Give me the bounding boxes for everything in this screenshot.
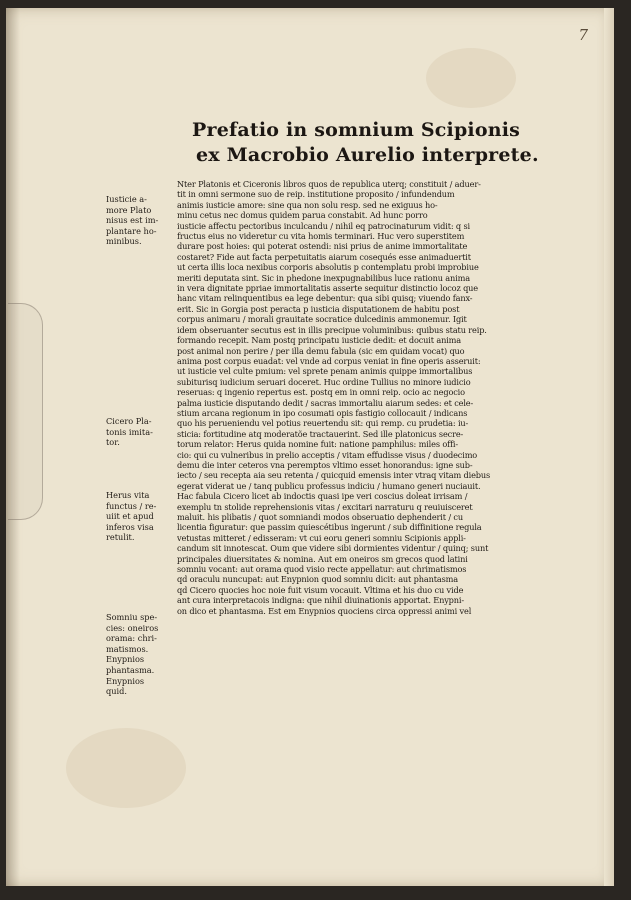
text-line: somniu vocant: aut orama quod visio recte appellatur: aut chrimatismos (177, 564, 467, 575)
text-line: on dico et phantasma. Est em Enypnios quociens circa oppressi animi vel (177, 605, 472, 616)
note-line: Herus vita (106, 490, 150, 500)
note-line: Somniu spe- (106, 612, 158, 622)
text-line: cio: qui cu vulneribus in prelio acceptis / vitam effudisse visus / duodecimo (177, 449, 478, 460)
text-line: ut certa illis loca nexibus corporis absolutis p contemplatu probi improbiue (177, 262, 479, 273)
page-clip (8, 303, 43, 520)
text-line: anima post corpus euadat: vel vnde ad corpus veniat in fine operis asseruit: (177, 355, 481, 366)
body-text (177, 179, 522, 616)
text-line: minu cetus nec domus quidem parua constabit. Ad hunc porro (177, 210, 428, 221)
text-line: post animal non perire / per illa demu fabula (sic em quidam vocat) quo (177, 345, 465, 356)
text-line: palma iusticie disputando dedit / sacras immortaliu aiarum sedes: et cele- (177, 397, 474, 408)
note-line: retulit. (106, 532, 135, 543)
text-line: reseruas: q ingenio repertus est. postq em in omni reip. ocio ac negocio (177, 387, 465, 398)
paper-stain (66, 728, 186, 808)
text-line: Nter Platonis et Ciceronis libros quos de republica uterq; constituit / aduer- (177, 179, 481, 189)
text-line: sticia: fortitudine atq moderatõe tractauerint. Sed ille platonicus secre- (177, 428, 464, 439)
text-line: ant cura interpretacois indigna: que nihil diuinationis apportat. Enypni- (177, 595, 464, 606)
text-line: formando recepit. Nam postq principatu iusticie dedit: et docuit anima (177, 335, 462, 346)
note-line: Iusticie a- (106, 194, 147, 204)
text-line: costaret? Fide aut facta perpetuitatis aiarum cosequés esse animaduertit (177, 251, 471, 262)
paper-stain (426, 48, 516, 108)
text-line: idem obseruanter secutus est in illis precipue voluminibus: quibus statu reip. (177, 324, 487, 335)
note-line: inferos visa (106, 521, 154, 532)
marginal-note (106, 490, 176, 543)
text-line: hanc vitam relinquentibus ea lege debentur: qua sibi quisq; viuendo fanx- (177, 293, 473, 304)
text-line: candum sit innotescat. Oum que videre sibi dormientes videntur / quinq; sunt (177, 543, 489, 554)
note-line: functus / re- (106, 500, 157, 511)
note-line: phantasma. (106, 664, 155, 675)
text-line: qd Cicero quocies hoc noie fuit visum vocauit. Vltima et his duo cu vide (177, 584, 464, 595)
text-line: erit. Sic in Gorgia post peracta p iusticia disputationem de habitu post (177, 303, 460, 314)
text-line: meriti deputata sint. Sic in phedone inexpugnabilibus luce rationu anima (177, 272, 470, 283)
note-line: uiit et apud (106, 511, 154, 522)
note-line: quid. (106, 686, 127, 697)
note-line: tonis imita- (106, 426, 153, 437)
page-heading (192, 118, 539, 168)
note-line: plantare ho- (106, 225, 157, 236)
text-line: stium arcana regionum in ipo cosumati opis fastigio collocauit / indicans (177, 407, 468, 418)
text-line: principales diuersitates & nomina. Aut em oneiros sm grecos quod latini (177, 553, 468, 564)
heading-line: Prefatio in somnium Scipionis (192, 119, 521, 141)
text-line: subiturisq iudicium seruari doceret. Huc ordine Tullius no minore iudicio (177, 376, 471, 387)
text-line: demu die inter ceteros vna peremptos vltimo esset honorandus: igne sub- (177, 459, 473, 470)
text-line: Hac fabula Cicero licet ab indoctis quasi ipe veri coscius doleat irrisam / (177, 491, 468, 502)
text-line: in vera dignitate ppriae immortalitatis asserte sequitur distinctio locoz que (177, 283, 478, 294)
text-line: licentia figuratur: que passim quiescétibus ingerunt / sub diffinitione regula (177, 522, 482, 533)
marginal-note (106, 416, 176, 448)
manuscript-page (6, 8, 614, 886)
text-line: quo his perueniendu vel potius reuertendu sit: qui remp. cu prudetia: iu- (177, 418, 469, 429)
note-line: tor. (106, 437, 120, 448)
heading-line: ex Macrobio Aurelio interprete. (196, 144, 539, 166)
text-line: egerat viderat ue / tanq publicu professus indiciu / humano generi nuciauit. (177, 480, 481, 491)
text-line: fructus eius no videretur cu vita homis terminari. Huc vero superstitem (177, 231, 465, 242)
text-line: qd oraculu nuncupat: aut Enypnion quod somniu dicit: aut phantasma (177, 574, 458, 585)
text-line: exemplu tn stolide reprehensionis vitas / excitari narraturu q reuiuisceret (177, 501, 473, 512)
note-line: Enypnios (106, 675, 145, 686)
text-line: corpus animaru / morali grauitate socratice dulcedinis ammonemur. Igit (177, 314, 467, 325)
note-line: cies: oneiros (106, 622, 159, 633)
folio-number: 7 (578, 26, 588, 44)
text-line: ut iusticie vel culte pmium: vel sprete penam animis quippe immortalibus (177, 366, 473, 377)
text-line: animis iusticie amore: sine qua non solu resp. sed ne exiguus ho- (177, 199, 438, 210)
text-line: vetustas mitteret / edisseram: vt cui eoru generi somniu Scipionis appli- (177, 532, 466, 543)
note-line: matismos. (106, 643, 149, 654)
text-line: maluit. his plibatis / quot somniandi modos obseruatio dephenderit / cu (177, 512, 463, 522)
marginal-note (106, 612, 176, 697)
marginal-note (106, 194, 176, 247)
note-line: nisus est im- (106, 215, 159, 226)
text-line: tit in omni sermone suo de reip. institutione proposito / infundendum (177, 189, 455, 200)
note-line: orama: chri- (106, 633, 157, 644)
text-line: iusticie affectu pectoribus inculcandu / nihil eq patrocinaturum vidit: q si (177, 220, 470, 231)
text-line: iecto / seu recepta aia seu retenta / quicquid emensis inter vtraq vitam diebus (177, 470, 491, 481)
note-line: Cicero Pla- (106, 416, 152, 426)
note-line: minibus. (106, 236, 142, 247)
note-line: Enypnios (106, 654, 145, 665)
note-line: more Plato (106, 204, 152, 215)
page-edge (604, 8, 614, 886)
text-line: durare post hoies: qui poterat ostendi: nisi prius de anime immortalitate (177, 241, 468, 252)
text-line: torum relator: Herus quida nomine fuit: natione pamphilus: miles offi- (177, 439, 458, 450)
